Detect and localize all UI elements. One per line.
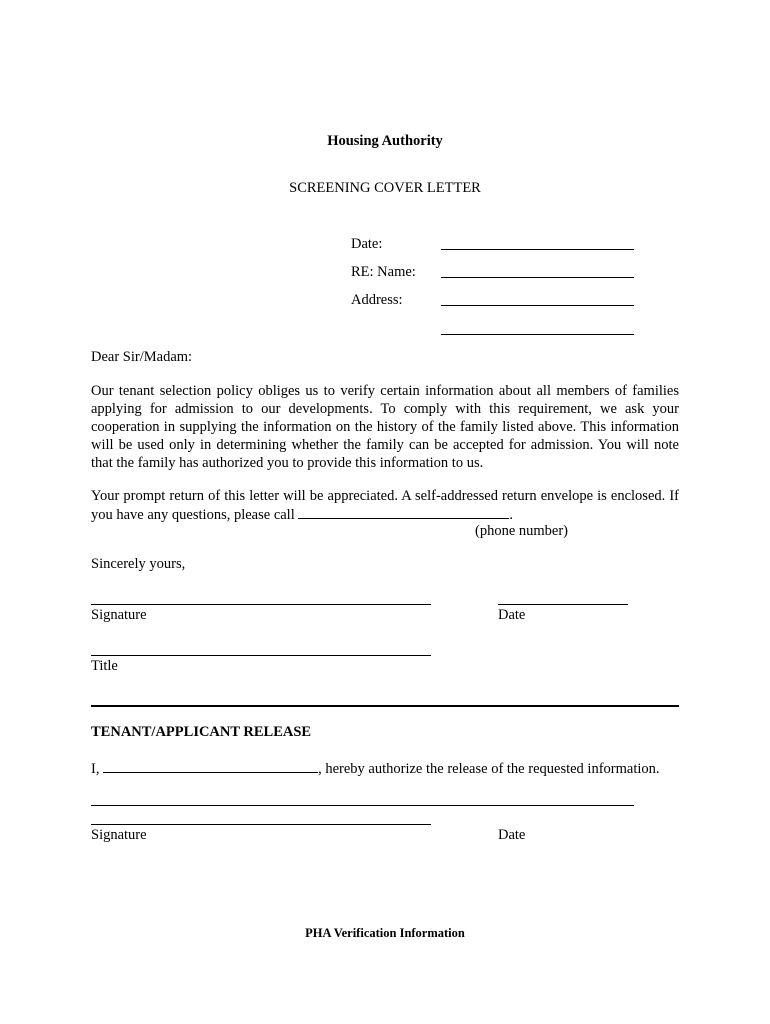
title-line[interactable] <box>91 655 431 656</box>
title-label: Title <box>91 658 118 674</box>
release-long-line[interactable] <box>91 805 634 806</box>
release-name-blank[interactable] <box>103 759 318 773</box>
document-title: SCREENING COVER LETTER <box>289 180 481 196</box>
letter-signature-line[interactable] <box>91 604 431 605</box>
address-field-label: Address: <box>351 292 403 308</box>
release-statement <box>91 759 660 778</box>
letter-signature-label: Signature <box>91 607 147 623</box>
section-divider <box>91 705 679 707</box>
release-prefix: I, <box>91 761 104 777</box>
footer-text: PHA Verification Information <box>305 926 465 940</box>
phone-number-blank[interactable] <box>298 505 509 519</box>
release-date-label: Date <box>498 827 526 843</box>
release-heading: TENANT/APPLICANT RELEASE <box>91 724 312 740</box>
salutation: Dear Sir/Madam: <box>91 349 193 365</box>
address-field-line-1[interactable] <box>441 305 634 306</box>
name-field-line[interactable] <box>441 277 634 278</box>
letter-paragraph-2-text: Your prompt return of this letter will be appreciated. A self-addressed return envelope is enclosed. If you have any questions, please call <box>91 488 679 523</box>
release-signature-line[interactable] <box>91 824 431 825</box>
phone-number-caption: (phone number) <box>475 523 569 539</box>
letter-date-label: Date <box>498 607 526 623</box>
org-name: Housing Authority <box>327 133 443 149</box>
date-field-label: Date: <box>351 236 383 252</box>
closing: Sincerely yours, <box>91 556 186 572</box>
letter-paragraph-2 <box>91 487 679 524</box>
letter-paragraph-2-end: . <box>509 507 513 523</box>
date-field-line[interactable] <box>441 249 634 250</box>
letter-paragraph-1: Our tenant selection policy obliges us to verify certain information about all members of families applying for admission to our developments. To comply with this requirement, we ask your cooperation in supplying the information on the history of the family listed above. This information will be used only in determining whether the family can be accepted for admission. You will note that the family has authorized you to provide this information to us. <box>91 383 679 471</box>
release-suffix: , hereby authorize the release of the requested information. <box>318 761 660 777</box>
address-field-line-2[interactable] <box>441 334 634 335</box>
letter-date-line[interactable] <box>498 604 628 605</box>
name-field-label: RE: Name: <box>351 264 416 280</box>
release-signature-label: Signature <box>91 827 147 843</box>
